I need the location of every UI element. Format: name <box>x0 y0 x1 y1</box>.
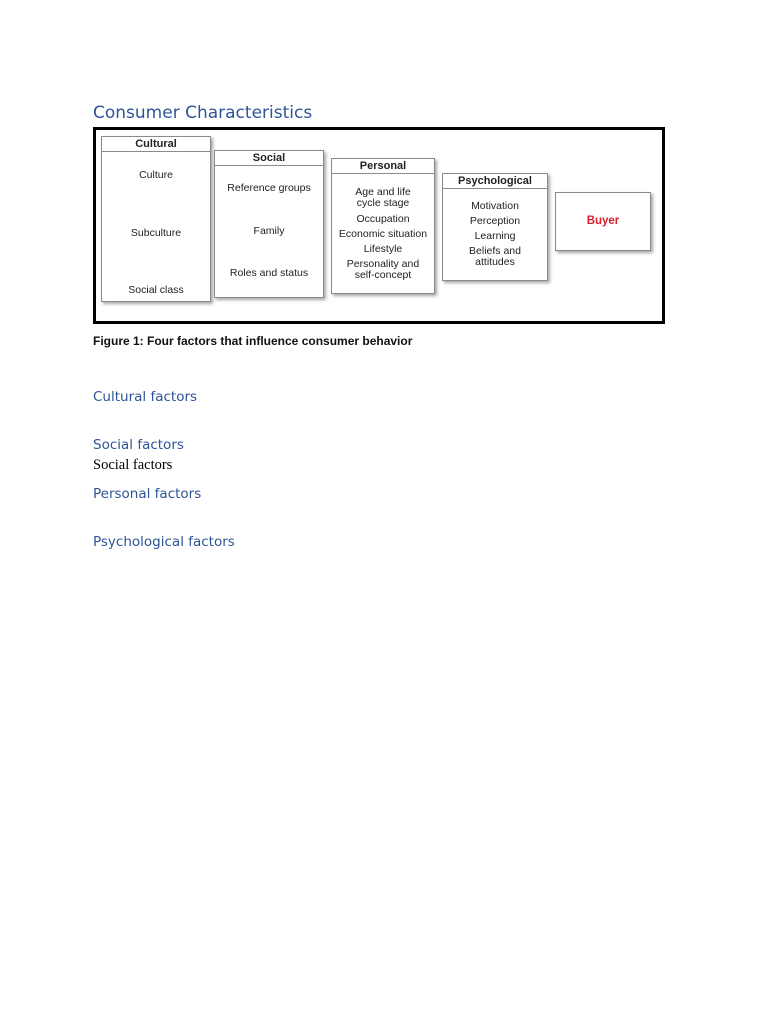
personal-item: self-concept <box>354 269 412 281</box>
cultural-item: Social class <box>128 284 184 296</box>
personal-box <box>331 158 435 294</box>
buyer-label: Buyer <box>586 215 620 227</box>
social-item: Family <box>253 225 285 237</box>
personal-item: Economic situation <box>338 228 428 240</box>
social-box <box>214 150 324 298</box>
page-title: Consumer Characteristics <box>93 103 313 123</box>
figure-caption: Figure 1: Four factors that influence consumer behavior <box>93 334 413 348</box>
psychological-item: Motivation <box>471 200 519 212</box>
psychological-item: attitudes <box>475 256 515 268</box>
section-heading-psychological: Psychological factors <box>93 534 235 550</box>
social-item: Roles and status <box>229 267 309 279</box>
cultural-box-title: Cultural <box>102 137 210 152</box>
personal-item: Age and life <box>355 186 411 198</box>
section-heading-cultural: Cultural factors <box>93 389 198 405</box>
personal-box-title: Personal <box>332 159 434 174</box>
psychological-item: Learning <box>474 230 516 242</box>
psychological-item: Perception <box>469 215 521 227</box>
personal-item: cycle stage <box>356 197 410 209</box>
personal-item: Lifestyle <box>363 243 403 255</box>
personal-item: Personality and <box>346 258 420 270</box>
section-body-social: Social factors <box>93 457 173 473</box>
buyer-box <box>555 192 651 251</box>
social-item: Reference groups <box>227 182 311 194</box>
section-heading-personal: Personal factors <box>93 486 202 502</box>
cultural-item: Subculture <box>130 227 182 239</box>
psychological-box <box>442 173 548 281</box>
cultural-box <box>101 136 211 302</box>
section-heading-social: Social factors <box>93 437 184 453</box>
psychological-box-title: Psychological <box>443 174 547 189</box>
cultural-item: Culture <box>139 169 173 181</box>
personal-item: Occupation <box>356 213 410 225</box>
consumer-factors-diagram <box>93 127 665 324</box>
psychological-item: Beliefs and <box>469 245 521 257</box>
social-box-title: Social <box>215 151 323 166</box>
